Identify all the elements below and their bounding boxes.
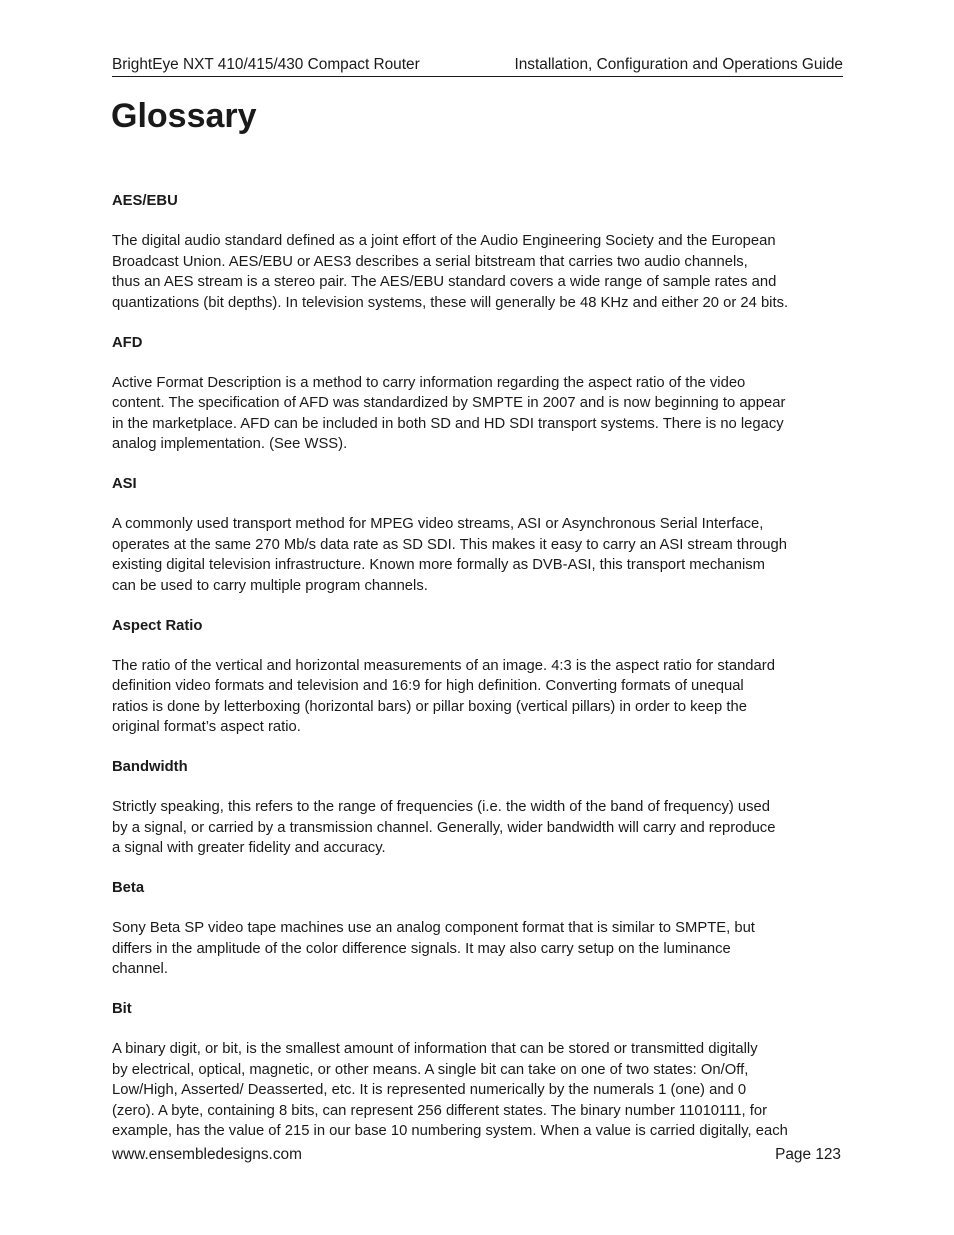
glossary-definition [112,514,843,596]
running-header [112,55,843,77]
running-footer [112,1145,841,1166]
header-product-name: BrightEye NXT 410/415/430 Compact Router [112,56,420,73]
glossary-definition [112,231,843,313]
glossary-entry [112,757,843,859]
page-title: Glossary [111,97,257,135]
glossary-term: Beta [112,880,145,896]
definition-line: channel. [112,961,168,977]
glossary-definition [112,373,843,455]
glossary-term: AFD [112,334,143,351]
definition-line: can be used to carry multiple program channels. [112,577,428,594]
definition-line: Low/High, Asserted/ Deasserted, etc. It is represented numerically by the numerals 1 (one) and 0 [112,1082,747,1098]
definition-line: operates at the same 270 Mb/s data rate as SD SDI. This makes it easy to carry an ASI stream through [112,536,787,553]
glossary-definition [112,918,843,980]
definition-line: A commonly used transport method for MPEG video streams, ASI or Asynchronous Serial Interface, [112,516,764,532]
glossary-definition [112,1039,843,1142]
definition-line: Sony Beta SP video tape machines use an analog component format that is similar to SMPTE, but [112,920,755,936]
header-guide-title: Installation, Configuration and Operations Guide [514,56,843,73]
definition-line: definition video formats and television and 16:9 for high definition. Converting formats of unequal [112,678,744,694]
definition-line: A binary digit, or bit, is the smallest amount of information that can be stored or transmitted digitally [112,1041,758,1057]
definition-line: analog implementation. (See WSS). [112,436,348,452]
definition-line: by electrical, optical, magnetic, or other means. A single bit can take on one of two states: On/Off, [112,1061,749,1078]
footer-page-number: Page 123 [775,1146,841,1163]
glossary-entry [112,191,843,313]
glossary-entry [112,474,843,596]
definition-line: existing digital television infrastructure. Known more formally as DVB-ASI, this transport mechanism [112,557,765,573]
glossary-entries [112,191,843,1161]
definition-line: original format’s aspect ratio. [112,719,301,735]
definition-line: quantizations (bit depths). In television systems, these will generally be 48 KHz and either 20 or 24 bits. [112,294,789,311]
definition-line: differs in the amplitude of the color difference signals. It may also carry setup on the luminance [112,940,731,957]
glossary-term: AES/EBU [112,193,178,209]
definition-line: example, has the value of 215 in our base 10 numbering system. When a value is carried digitally, each [112,1123,788,1139]
definition-line: (zero). A byte, containing 8 bits, can represent 256 different states. The binary number 11010111, for [112,1102,768,1119]
glossary-entry [112,616,843,738]
definition-line: Broadcast Union. AES/EBU or AES3 describes a serial bitstream that carries two audio channels, [112,253,748,270]
definition-line: thus an AES stream is a stereo pair. The AES/EBU standard covers a wide range of sample rates and [112,274,777,290]
glossary-entry [112,878,843,980]
definition-line: in the marketplace. AFD can be included in both SD and HD SDI transport systems. There is no legacy [112,415,784,432]
definition-line: The digital audio standard defined as a joint effort of the Audio Engineering Society and the European [112,233,776,249]
definition-line: ratios is done by letterboxing (horizontal bars) or pillar boxing (vertical pillars) in order to keep the [112,698,747,715]
glossary-term: Bit [112,1001,132,1017]
glossary-term: Aspect Ratio [112,617,203,634]
definition-line: The ratio of the vertical and horizontal measurements of an image. 4:3 is the aspect ratio for standard [112,657,775,674]
definition-line: Strictly speaking, this refers to the range of frequencies (i.e. the width of the band of frequency) used [112,799,771,815]
footer-website: www.ensembledesigns.com [112,1146,302,1163]
glossary-definition [112,656,843,738]
glossary-term: Bandwidth [112,759,188,775]
definition-line: by a signal, or carried by a transmission channel. Generally, wider bandwidth will carry and reproduce [112,819,776,836]
definition-line: content. The specification of AFD was standardized by SMPTE in 2007 and is now beginning to appear [112,395,786,411]
definition-line: Active Format Description is a method to carry information regarding the aspect ratio of the video [112,374,746,391]
glossary-entry [112,333,843,455]
glossary-entry [112,999,843,1142]
glossary-definition [112,797,843,859]
glossary-term: ASI [112,476,137,492]
definition-line: a signal with greater fidelity and accuracy. [112,840,386,856]
